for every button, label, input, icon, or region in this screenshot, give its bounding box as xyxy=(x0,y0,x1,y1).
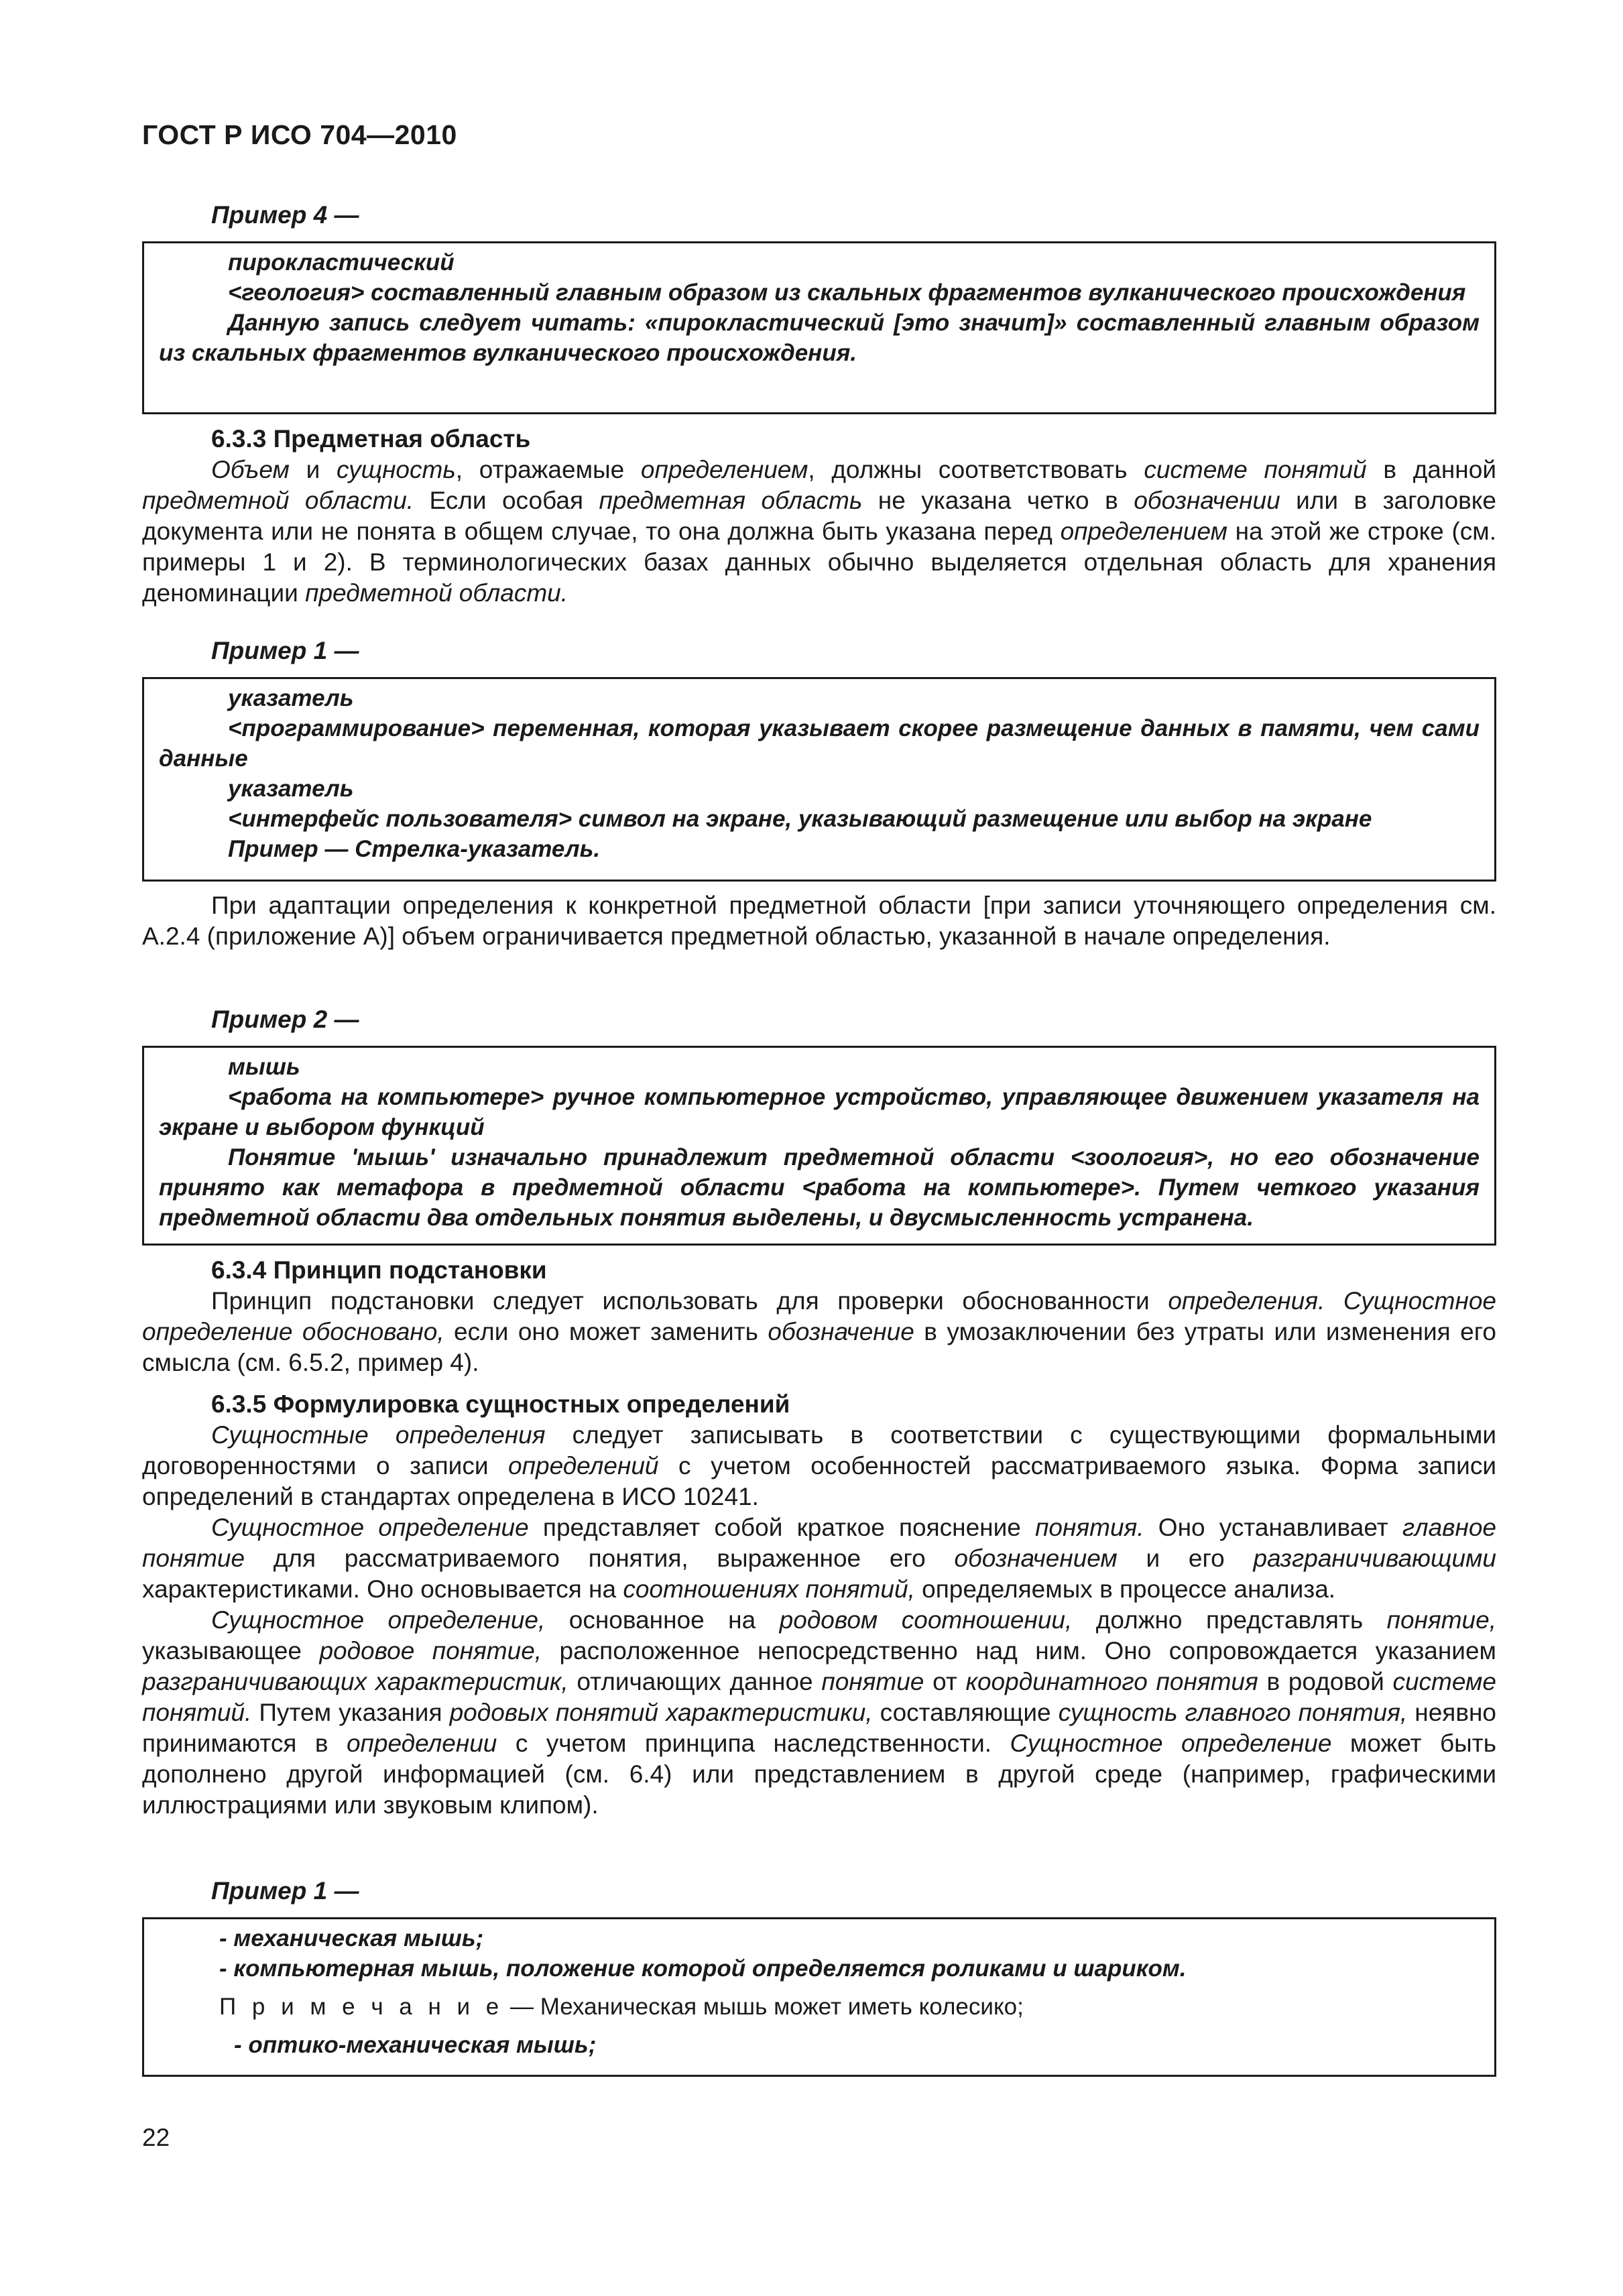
example1b-line-1: - механическая мышь; xyxy=(219,1925,484,1951)
section-6-3-4 xyxy=(142,1255,1496,1378)
example1b-label: Пример 1 — xyxy=(211,1877,359,1905)
example1a-label: Пример 1 — xyxy=(211,637,359,664)
example1b-line-2: - компьютерная мышь, положение которой определяется роликами и шариком. xyxy=(219,1955,1187,1982)
section-paragraph: Объем и сущность, отражаемые определением, должны соответствовать системе понятий в данной предметной области. Если особая предметная область не указана четко в обозначении или в заголовке документа или не понята в общем случае, то она должна быть указана перед определением на этой же строке (см. примеры 1 и 2). В терминологических базах данных обычно выделяется отдельная область для хранения деноминации предметной области. xyxy=(142,456,1496,607)
note-text: — Механическая мышь может иметь колесико; xyxy=(503,1994,1024,2020)
note-label: П р и м е ч а н и е xyxy=(219,1994,504,2020)
section-paragraph-3: Сущностное определение, основанное на родовом соотношении, должно представлять понятие, указывающее родовое понятие, расположенное непосредственно над ним. Оно сопровождается указанием разграничивающих характеристик, отличающих данное понятие от координатного понятия в родовой системе понятий. Путем указания родовых понятий характеристики, составляющие сущность главного понятия, неявно принимаются в определении с учетом принципа наследственности. Сущностное определение может быть дополнено другой информацией (см. 6.4) или представлением в другой среде (например, графическими иллюстрациями или звуковым клипом). xyxy=(142,1606,1496,1819)
adapt-paragraph: При адаптации определения к конкретной предметной области [при записи уточняющего определения см. А.2.4 (приложение А)] объем ограничивается предметной областью, указанной в начале определения. xyxy=(142,892,1496,950)
document-header: ГОСТ Р ИСО 704—2010 xyxy=(142,119,457,150)
example1b-line-3: - оптико-механическая мышь; xyxy=(234,2032,597,2058)
section-paragraph: Принцип подстановки следует использовать для проверки обоснованности определения. Сущностное определение обосновано, если оно может заменить обозначение в умозаключении без утраты или изменения его смысла (см. 6.5.2, пример 4). xyxy=(142,1287,1496,1376)
section-heading: 6.3.4 Принцип подстановки xyxy=(211,1256,547,1284)
example1b-note xyxy=(159,1992,1480,2022)
example4-box xyxy=(142,241,1496,414)
section-heading: 6.3.5 Формулировка сущностных определений xyxy=(211,1390,790,1418)
example2-label: Пример 2 — xyxy=(211,1006,359,1033)
example1a-definition-2: <интерфейс пользователя> символ на экране, указывающий размещение или выбор на экране xyxy=(228,806,1372,832)
adapt-paragraph-block xyxy=(142,890,1496,952)
example4-label: Пример 4 — xyxy=(211,201,359,229)
example2-box xyxy=(142,1046,1496,1246)
example2-explanation: Понятие 'мышь' изначально принадлежит предметной области <зоология>, но его обозначение принято как метафора в предметной области <работа на компьютере>. Путем четкого указания предметной области два отдельных понятия выделены, и двусмысленность устранена. xyxy=(159,1144,1480,1231)
section-6-3-5 xyxy=(142,1389,1496,1821)
example4-reading: Данную запись следует читать: «пирокластический [это значит]» составленный главным образом из скальных фрагментов вулканического происхождения. xyxy=(159,310,1480,366)
page-number: 22 xyxy=(142,2124,170,2151)
section-heading: 6.3.3 Предметная область xyxy=(211,425,531,452)
example1a-term-2: указатель xyxy=(228,776,354,802)
example4-term: пирокластический xyxy=(228,249,455,276)
example2-term: мышь xyxy=(228,1054,300,1080)
example4-definition: <геология> составленный главным образом из скальных фрагментов вулканического происхождения xyxy=(228,280,1466,306)
example1a-box xyxy=(142,677,1496,882)
example1a-definition: <программирование> переменная, которая указывает скорее размещение данных в памяти, чем сами данные xyxy=(159,715,1480,772)
section-6-3-3 xyxy=(142,424,1496,609)
example1a-term: указатель xyxy=(228,685,354,711)
example1b-box xyxy=(142,1917,1496,2077)
section-paragraph-2: Сущностное определение представляет собой краткое пояснение понятия. Оно устанавливает главное понятие для рассматриваемого понятия, выраженное его обозначением и его разграничивающими характеристиками. Оно основывается на соотношениях понятий, определяемых в процессе анализа. xyxy=(142,1514,1496,1603)
example1a-example: Пример — Стрелка-указатель. xyxy=(228,836,601,862)
section-paragraph-1: Сущностные определения следует записывать в соответствии с существующими формальными договоренностями о записи определений с учетом особенностей рассматриваемого языка. Форма записи определений в стандартах определена в ИСО 10241. xyxy=(142,1421,1496,1510)
example2-definition: <работа на компьютере> ручное компьютерное устройство, управляющее движением указателя на экране и выбором функций xyxy=(159,1084,1480,1140)
